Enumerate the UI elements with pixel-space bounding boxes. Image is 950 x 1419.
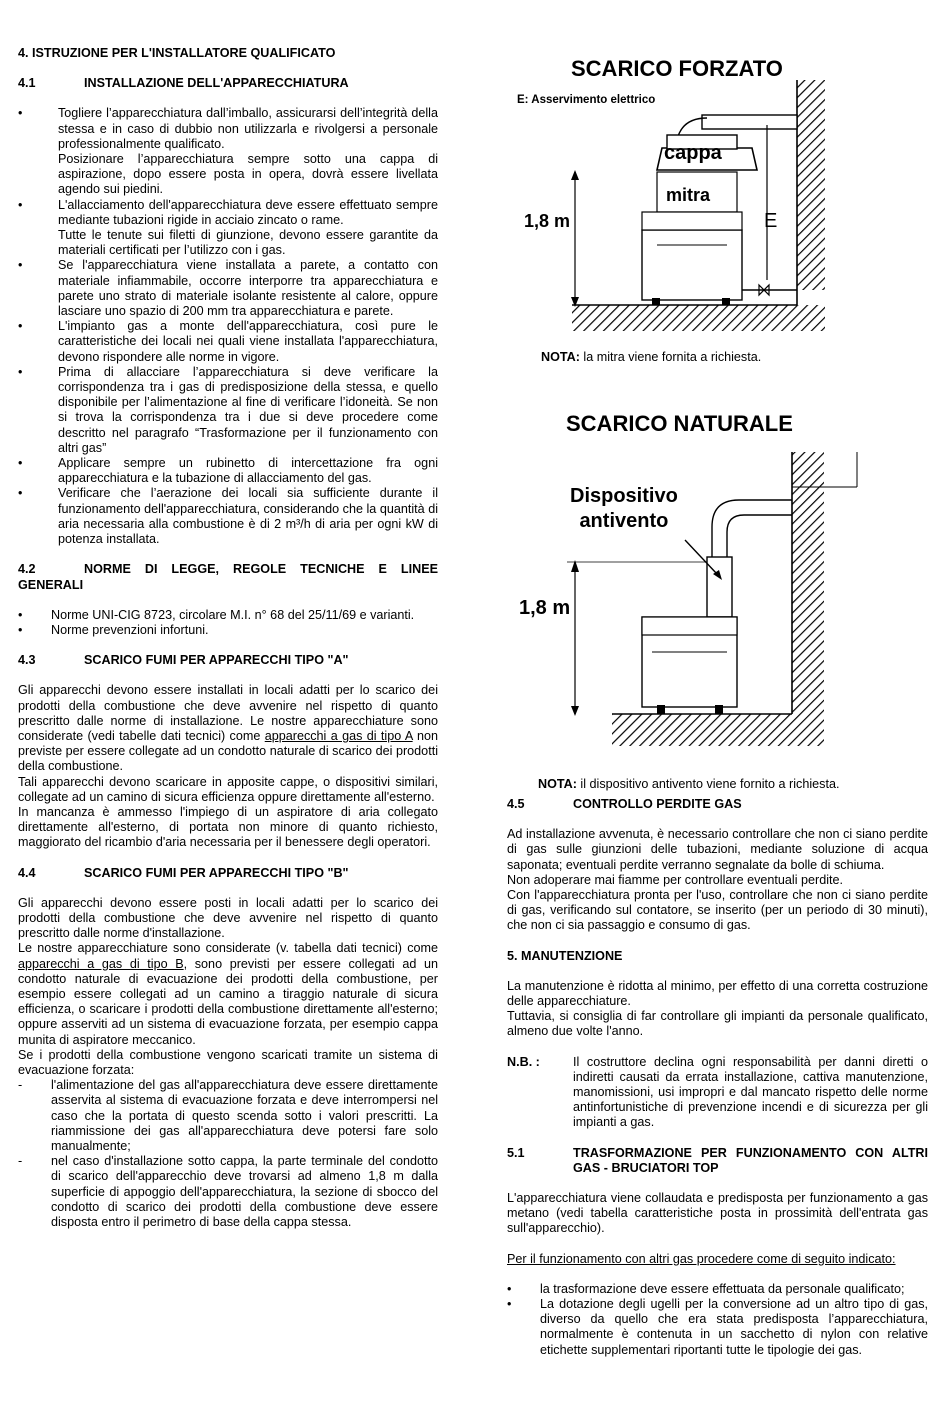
paragraph: Se i prodotti della combustione vengono scaricati tramite un sistema di evacuazione forzata: <box>18 1047 438 1077</box>
paragraph: Per il funzionamento con altri gas procedere come di seguito indicato: <box>507 1251 896 1266</box>
right-column <box>507 797 928 1358</box>
list-item: • L'impianto gas a monte dell'apparecchiatura, così pure le caratteristiche dei locali nei quali viene installata l'apparecchiatura, devono rispondere alle norme in vigore. <box>18 319 438 365</box>
section-4-title: 4. ISTRUZIONE PER L'INSTALLATORE QUALIFICATO <box>18 46 336 60</box>
figure-title: SCARICO NATURALE <box>566 411 793 436</box>
figure-subtitle: E: Asservimento elettrico <box>517 94 656 106</box>
list-item: - l'alimentazione del gas all'apparecchiatura deve essere direttamente asservita al sistema di evacuazione forzata e deve interrompersi nel caso che la portata di questo scenda sotto i valori prescritti. La riammissione dei gas all'apparecchiatura deve potersi fare solo manualmente; <box>18 1078 438 1154</box>
left-column <box>18 46 438 1230</box>
list-item: • Se l'apparecchiatura viene installata a parete, a contatto con materiale infiammabile, occorre interporre tra apparecchiatura e parete uno strato di materiale isolante resistente al calore, oppure lasciare uno spazio di 200 mm tra apparecchiatura e parete. <box>18 258 438 319</box>
label-cappa: cappa <box>664 142 722 164</box>
paragraph: Gli apparecchi devono essere installati in locali adatti per lo scarico dei prodotti della combustione che deve avvenire nel rispetto di quanto prescritto dalle norme di installazione. Le nostre apparecchiature sono considerate (vedi tabelle dati tecnici) come apparecchi a gas di tipo A non previste per essere collegate ad un condotto naturale di scarico dei prodotti della combustione. <box>18 683 439 774</box>
paragraph: Ad installazione avvenuta, è necessario controllare che non ci siano perdite di gas sulle giunzioni delle tubazioni, mediante soluzione di acqua saponata; eventuali perdite verranno segnalate da bolle di schiuma. <box>507 827 928 872</box>
forced-evacuation-list <box>18 1078 438 1230</box>
list-item: - nel caso d'installazione sotto cappa, la parte terminale del condotto di scarico dell'apparecchio deve trovarsi ad almeno 1,8 m dalla superficie di appoggio dell'apparecchiatura, la sezione di sbocco del condotto di scarico dei prodotti della combustione deve essere disposta entro il perimetro di base della cappa stessa. <box>18 1154 438 1230</box>
label-mitra: mitra <box>666 185 711 205</box>
paragraph: Tali apparecchi devono scaricare in apposite cappe, o dispositivi similari, collegate ad un camino di sicura efficienza oppure direttamente all'esterno. <box>18 774 438 804</box>
list-item: • la trasformazione deve essere effettuata da personale qualificato; <box>507 1282 928 1297</box>
paragraph: Tuttavia, si consiglia di far controllare gli impianti da personale qualificato, almeno due volte l'anno. <box>507 1009 928 1039</box>
label-e: E <box>764 210 778 232</box>
list-item: • Norme prevenzioni infortuni. <box>18 623 438 638</box>
conversion-bullets <box>507 1282 928 1358</box>
label-height: 1,8 m <box>524 211 571 231</box>
installation-bullets <box>18 106 438 547</box>
section-4-3-heading: 4.3 SCARICO FUMI PER APPARECCHI TIPO "A" <box>18 653 349 668</box>
section-4-1-heading: 4.1 INSTALLAZIONE DELL'APPARECCHIATURA <box>18 76 349 91</box>
figure-title: SCARICO FORZATO <box>571 56 783 81</box>
paragraph: La manutenzione è ridotta al minimo, per effetto di una corretta costruzione delle apparecchiature. <box>507 978 928 1009</box>
label-height: 1,8 m <box>519 597 571 619</box>
list-item: • Applicare sempre un rubinetto di intercettazione fra ogni apparecchiatura e la tubazione di allacciamento del gas. <box>18 456 438 486</box>
section-4-5-heading: 4.5 CONTROLLO PERDITE GAS <box>507 797 742 811</box>
paragraph: Non adoperare mai fiamme per controllare eventuali perdite. <box>507 872 844 887</box>
norms-list <box>18 608 438 638</box>
list-item: • Prima di allacciare l’apparecchiatura si deve verificare la corrispondenza tra i gas di predisposizione della stessa, e quello disponibile per l’alimentazione al fine di verificare l’idoneità. Se non si trova la corrispondenza tra i due si deve procedere come descritto nel paragrafo “Trasformazione per il funzionamento con altri gas” <box>18 365 438 456</box>
section-4-2-heading: 4.2 NORME DI LEGGE, REGOLE TECNICHE E LINEE GENERALI <box>18 562 438 592</box>
label-device: Dispositivo antivento <box>570 485 678 532</box>
section-5-title: 5. MANUTENZIONE <box>507 948 623 963</box>
section-5-1-heading: 5.1 TRASFORMAZIONE PER FUNZIONAMENTO CON ALTRI GAS - BRUCIATORI TOP <box>507 1145 928 1175</box>
list-item: • La dotazione degli ugelli per la conversione ad un altro tipo di gas, diverso da quello che era stata predisposta l’apparecchiatura, normalmente è contenuta in un sacchetto di nylon con relative etichette supplementari riportanti tutte le tipologie dei gas. <box>507 1297 928 1358</box>
list-item: • Norme UNI-CIG 8723, circolare M.I. n° 68 del 25/11/69 e varianti. <box>18 608 438 623</box>
paragraph: Con l'apparecchiatura pronta per l'uso, controllare che non ci siano perdite di gas, verificando sul contatore, se inserito (per un periodo di 30 minuti), che non ci sia passaggio e consumo di gas. <box>507 888 928 933</box>
paragraph: Le nostre apparecchiature sono considerate (v. tabella dati tecnici) come apparecchi a gas di tipo B, sono previsti per essere collegati ad un condotto naturale di evacuazione dei prodotti della combustione, per esempio essere collegati ad un camino a tiraggio naturale di sicura efficienza, o scaricare i prodotti della combustione direttamente all'esterno; oppure asserviti ad un sistema di evacuazione forzata, per esempio cappa munita di aspiratore meccanico. <box>18 941 439 1047</box>
paragraph: Gli apparecchi devono essere posti in locali adatti per lo scarico dei prodotti della combustione che deve avvenire nel rispetto di quanto prescritto dalle norme d'installazione. <box>18 895 438 941</box>
paragraph: L'apparecchiatura viene collaudata e predisposta per funzionamento a gas metano (vedi tabella caratteristiche posta in prossimità dell'entrata gas sull'apparecchio). <box>507 1191 928 1236</box>
list-item: • L'allacciamento dell'apparecchiatura deve essere effettuato sempre mediante tubazioni rigide in acciaio zincato o rame. Tutte le tenute sui filetti di giunzione, devono essere garantite da materiali certificati per l’utilizzo con i gas. <box>18 198 438 259</box>
nb-note: N.B. : Il costruttore declina ogni responsabilità per danni diretti o indiretti causati da errata installazione, cattiva manutenzione, manomissioni, usi impropri e dal mancato rispetto delle norme antinfortunistiche di prevenzione incendi e di sicurezza per gli impianti a gas. <box>507 1054 928 1130</box>
paragraph: In mancanza è ammesso l'impiego di un aspiratore di aria collegato direttamente all'esterno, di portata non minore di quanto richiesto, maggiorato del ricambio d'aria necessaria per il benessere degli operatori. <box>18 804 438 850</box>
list-item: • Togliere l’apparecchiatura dall’imballo, assicurarsi dell’integrità della stessa e in caso di dubbio non utilizzarla e rivolgersi a personale professionalmente qualificato. Posizionare l’apparecchiatura sempre sotto una cappa di aspirazione, dopo essere posta in opera, dovrà essere livellata agendo sui piedini. <box>18 106 438 197</box>
section-4-4-heading: 4.4 SCARICO FUMI PER APPARECCHI TIPO "B" <box>18 865 349 880</box>
figure-note: NOTA: il dispositivo antivento viene fornito a richiesta. <box>538 777 840 791</box>
figure-note: NOTA: la mitra viene fornita a richiesta. <box>541 350 762 364</box>
list-item: • Verificare che l’aerazione dei locali sia sufficiente durante il funzionamento dell'apparecchiatura, considerando che la quantità di aria necessaria alla combustione è di 2 m³/h di aria per ogni kW di potenza installata. <box>18 486 438 547</box>
